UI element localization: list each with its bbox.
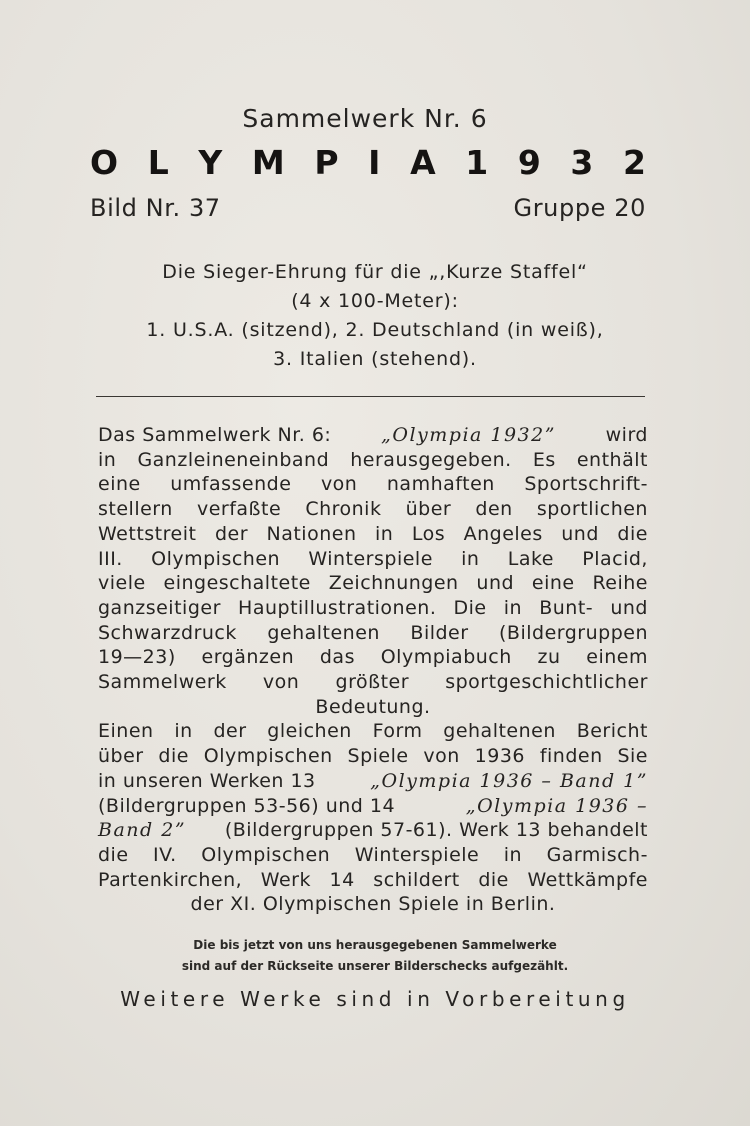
heading-letter: L [147,143,169,182]
text-line [98,571,648,596]
word: Zeichnungen [328,572,459,595]
heading-letter: M [251,143,285,182]
text-line [98,769,648,794]
word: IV. [153,843,177,866]
word: Olympischen [151,547,281,570]
caption-line: Die Sieger-Ehrung für die „,Kurze Staffel“ [162,261,588,283]
word: herausgegeben. [350,448,512,471]
description-paragraph [98,423,648,917]
word: Hauptillustrationen. [238,596,437,619]
footer-announcement: Weitere Werke sind in Vorbereitung [120,987,630,1011]
word: Einen [98,720,154,743]
word: der [214,522,248,545]
word: und [561,522,599,545]
word: in [174,720,193,743]
word: Form [372,720,423,743]
word: Es [532,448,556,471]
book-title: Band 2” [98,819,187,842]
word: viele [98,572,146,595]
word: Placid, [582,547,648,570]
word: ganzseitiger [98,596,221,619]
word: von [423,745,460,768]
text-line [98,472,648,497]
heading-letter: 3 [570,143,594,182]
word: Angeles [463,522,543,545]
series-title: Sammelwerk Nr. 6 [242,104,488,133]
word: Schwarzdruck [98,621,237,644]
caption-line: (4 x 100-Meter): [291,290,459,312]
word: die [158,745,189,768]
word: in [461,547,480,570]
text-line [98,645,648,670]
word: enthält [576,448,648,471]
word: gleichen [267,720,352,743]
text-segment: in unseren Werken 13 [98,769,316,792]
word: das [319,646,355,669]
word: Los [411,522,446,545]
word: III. [98,547,123,570]
word: ergänzen [201,646,295,669]
book-title: „Olympia 1936 – Band 1” [370,769,648,792]
word: Bilder [410,621,469,644]
text-segment: der XI. Olympischen Spiele in Berlin. [190,893,556,916]
heading-letter: 2 [623,143,646,182]
word: umfassende [170,473,292,496]
divider-line [96,396,645,397]
word: Partenkirchen, [98,868,243,891]
text-line [98,794,648,819]
word: zu [537,646,561,669]
word: von [262,671,300,694]
collection-note [0,935,750,977]
word: Ganzleineneinband [137,448,330,471]
word: Reihe [592,572,648,595]
word: Olympiabuch [380,646,512,669]
word: Bunt- [539,596,594,619]
text-segment: (Bildergruppen 53-56) und 14 [98,794,396,817]
word: größter [335,671,410,694]
text-segment: wird [605,424,648,446]
word: finden [539,745,603,768]
word: 14 [329,868,355,891]
word: Werk [260,868,311,891]
text-segment: Das Sammelwerk Nr. 6: [98,424,332,446]
heading-letter: Y [198,143,223,182]
word: und [476,572,515,595]
heading-letter: I [368,143,381,182]
note-line: Die bis jetzt von uns herausgegebenen Sammelwerke [193,938,557,952]
word: sportgeschichtlicher [445,671,648,694]
word: schildert [373,868,460,891]
text-line [98,547,648,572]
word: gehaltenen [443,720,556,743]
word: der [213,720,247,743]
word: eine [98,473,141,496]
word: den [475,498,513,521]
caption-line: 3. Italien (stehend). [273,348,477,370]
word: Sportschrift- [524,473,648,496]
heading-letter: 9 [517,143,541,182]
olympia-1932-heading [90,143,646,182]
heading-letter: 1 [465,143,489,182]
note-line: sind auf der Rückseite unserer Bilderschecks aufgezählt. [181,959,569,973]
word: Garmisch- [546,843,648,866]
word: stellern [98,498,173,521]
word: über [405,498,452,521]
book-title: „Olympia 1932” [381,424,556,446]
word: Winterspiele [308,547,433,570]
word: 19—23) [98,646,176,669]
text-line [98,892,648,917]
word: Nationen [266,522,357,545]
text-line [98,596,648,621]
heading-letter: A [410,143,436,182]
text-segment: (Bildergruppen 57-61). Werk 13 behandelt [224,819,648,842]
word: Lake [507,547,554,570]
word: namhaften [386,473,495,496]
picture-caption [50,258,700,374]
word: Wettstreit [98,522,197,545]
word: Wettkämpfe [527,868,648,891]
word: eingeschaltete [163,572,311,595]
card-number-row [90,194,646,222]
word: eine [531,572,575,595]
word: in [98,448,117,471]
text-line [98,670,648,695]
word: die [478,868,509,891]
text-line [98,818,648,843]
word: die [98,843,129,866]
book-title: „Olympia 1936 – [465,794,648,817]
word: in [374,522,394,545]
text-line [98,744,648,769]
word: (Bildergruppen [499,621,648,644]
text-line [98,843,648,868]
text-segment: Bedeutung. [315,695,431,718]
word: verfaßte [196,498,282,521]
word: Olympischen [201,843,331,866]
caption-line: 1. U.S.A. (sitzend), 2. Deutschland (in weiß), [146,319,604,341]
word: Sammelwerk [98,671,227,694]
word: Sie [617,745,648,768]
heading-letter: P [314,143,339,182]
word: Winterspiele [354,843,480,866]
word: und [610,596,648,619]
word: Spiele [347,745,409,768]
word: Chronik [305,498,382,521]
word: über [98,745,144,768]
word: Olympischen [203,745,333,768]
word: 1936 [474,745,525,768]
word: einem [586,646,648,669]
word: in [503,596,523,619]
text-line [98,695,648,720]
word: Die [453,596,487,619]
word: Bericht [576,720,648,743]
text-line [98,621,648,646]
word: von [320,473,358,496]
word: die [617,522,648,545]
text-line [98,497,648,522]
text-line [98,448,648,473]
picture-number: Bild Nr. 37 [90,194,221,222]
text-line [98,868,648,893]
word: gehaltenen [267,621,380,644]
text-line [98,522,648,547]
text-line [98,423,648,448]
text-line [98,719,648,744]
word: in [503,843,523,866]
word: sportlichen [536,498,648,521]
group-number: Gruppe 20 [513,194,646,222]
heading-letter: O [90,143,119,182]
